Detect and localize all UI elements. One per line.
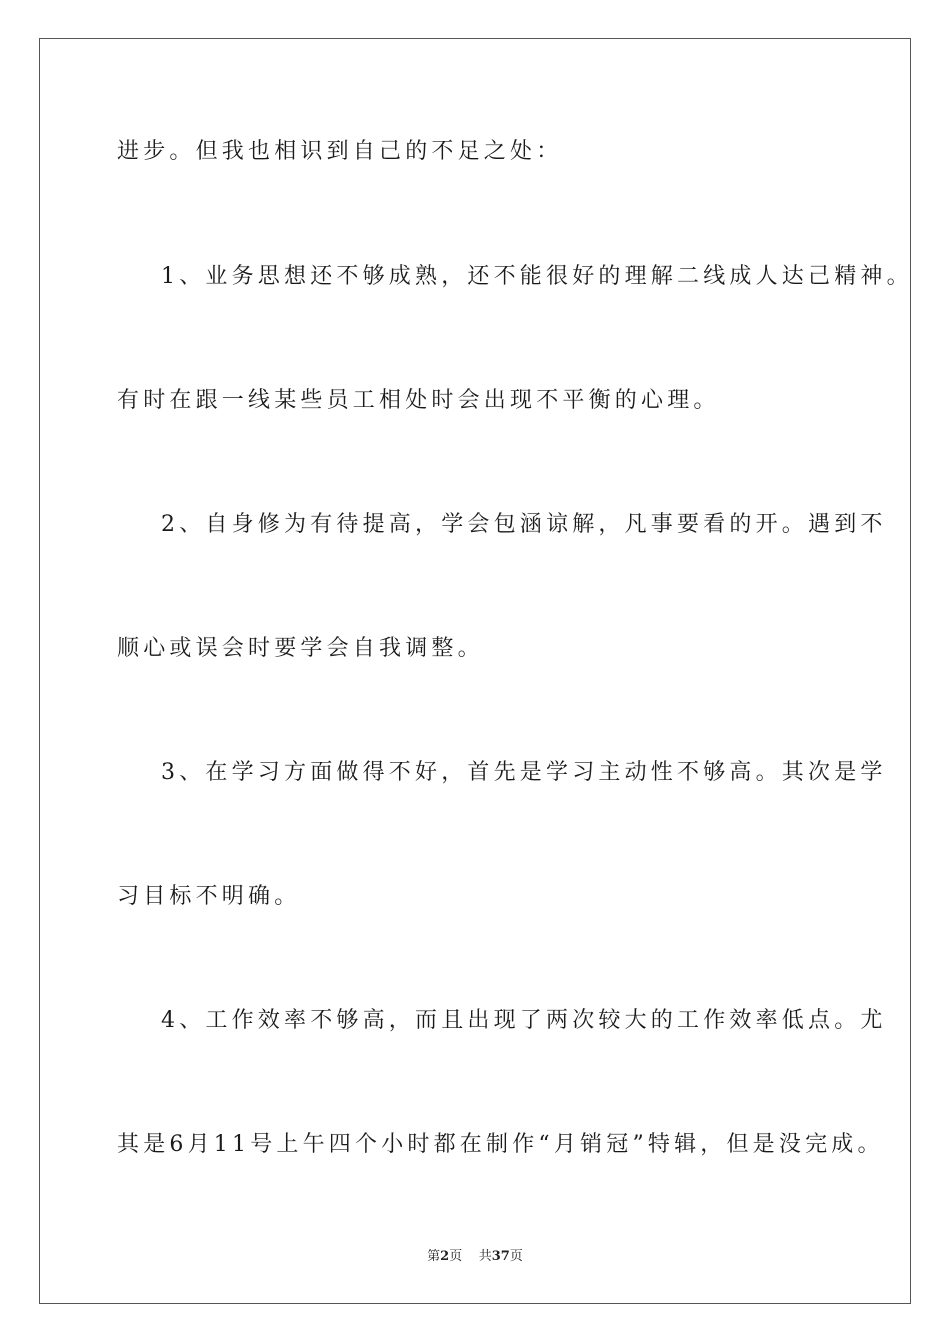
paragraph-line-6: 3、在学习方面做得不好，首先是学习主动性不够高。其次是学 bbox=[161, 760, 887, 785]
page-footer bbox=[0, 1248, 950, 1266]
page-suffix: 页 bbox=[449, 1249, 463, 1264]
page-number: 2 bbox=[440, 1249, 450, 1264]
paragraph-line-9: 其是6月11号上午四个小时都在制作“月销冠”特辑，但是没完成。 bbox=[117, 1132, 884, 1157]
paragraph-line-7: 习目标不明确。 bbox=[117, 884, 301, 909]
paragraph-line-2: 1、业务思想还不够成熟，还不能很好的理解二线成人达己精神。 bbox=[161, 264, 913, 289]
paragraph-line-3: 有时在跟一线某些员工相处时会出现不平衡的心理。 bbox=[117, 388, 720, 413]
total-pages: 37 bbox=[491, 1249, 510, 1264]
page-border bbox=[39, 38, 911, 1304]
total-prefix: 共 bbox=[478, 1249, 492, 1264]
page-prefix: 第 bbox=[427, 1249, 441, 1264]
paragraph-line-5: 顺心或误会时要学会自我调整。 bbox=[117, 636, 484, 661]
paragraph-line-8: 4、工作效率不够高，而且出现了两次较大的工作效率低点。尤 bbox=[161, 1008, 887, 1033]
paragraph-line-1: 进步。但我也相识到自己的不足之处： bbox=[117, 139, 563, 164]
paragraph-line-4: 2、自身修为有待提高，学会包涵谅解，凡事要看的开。遇到不 bbox=[161, 512, 887, 537]
total-suffix: 页 bbox=[509, 1249, 523, 1264]
